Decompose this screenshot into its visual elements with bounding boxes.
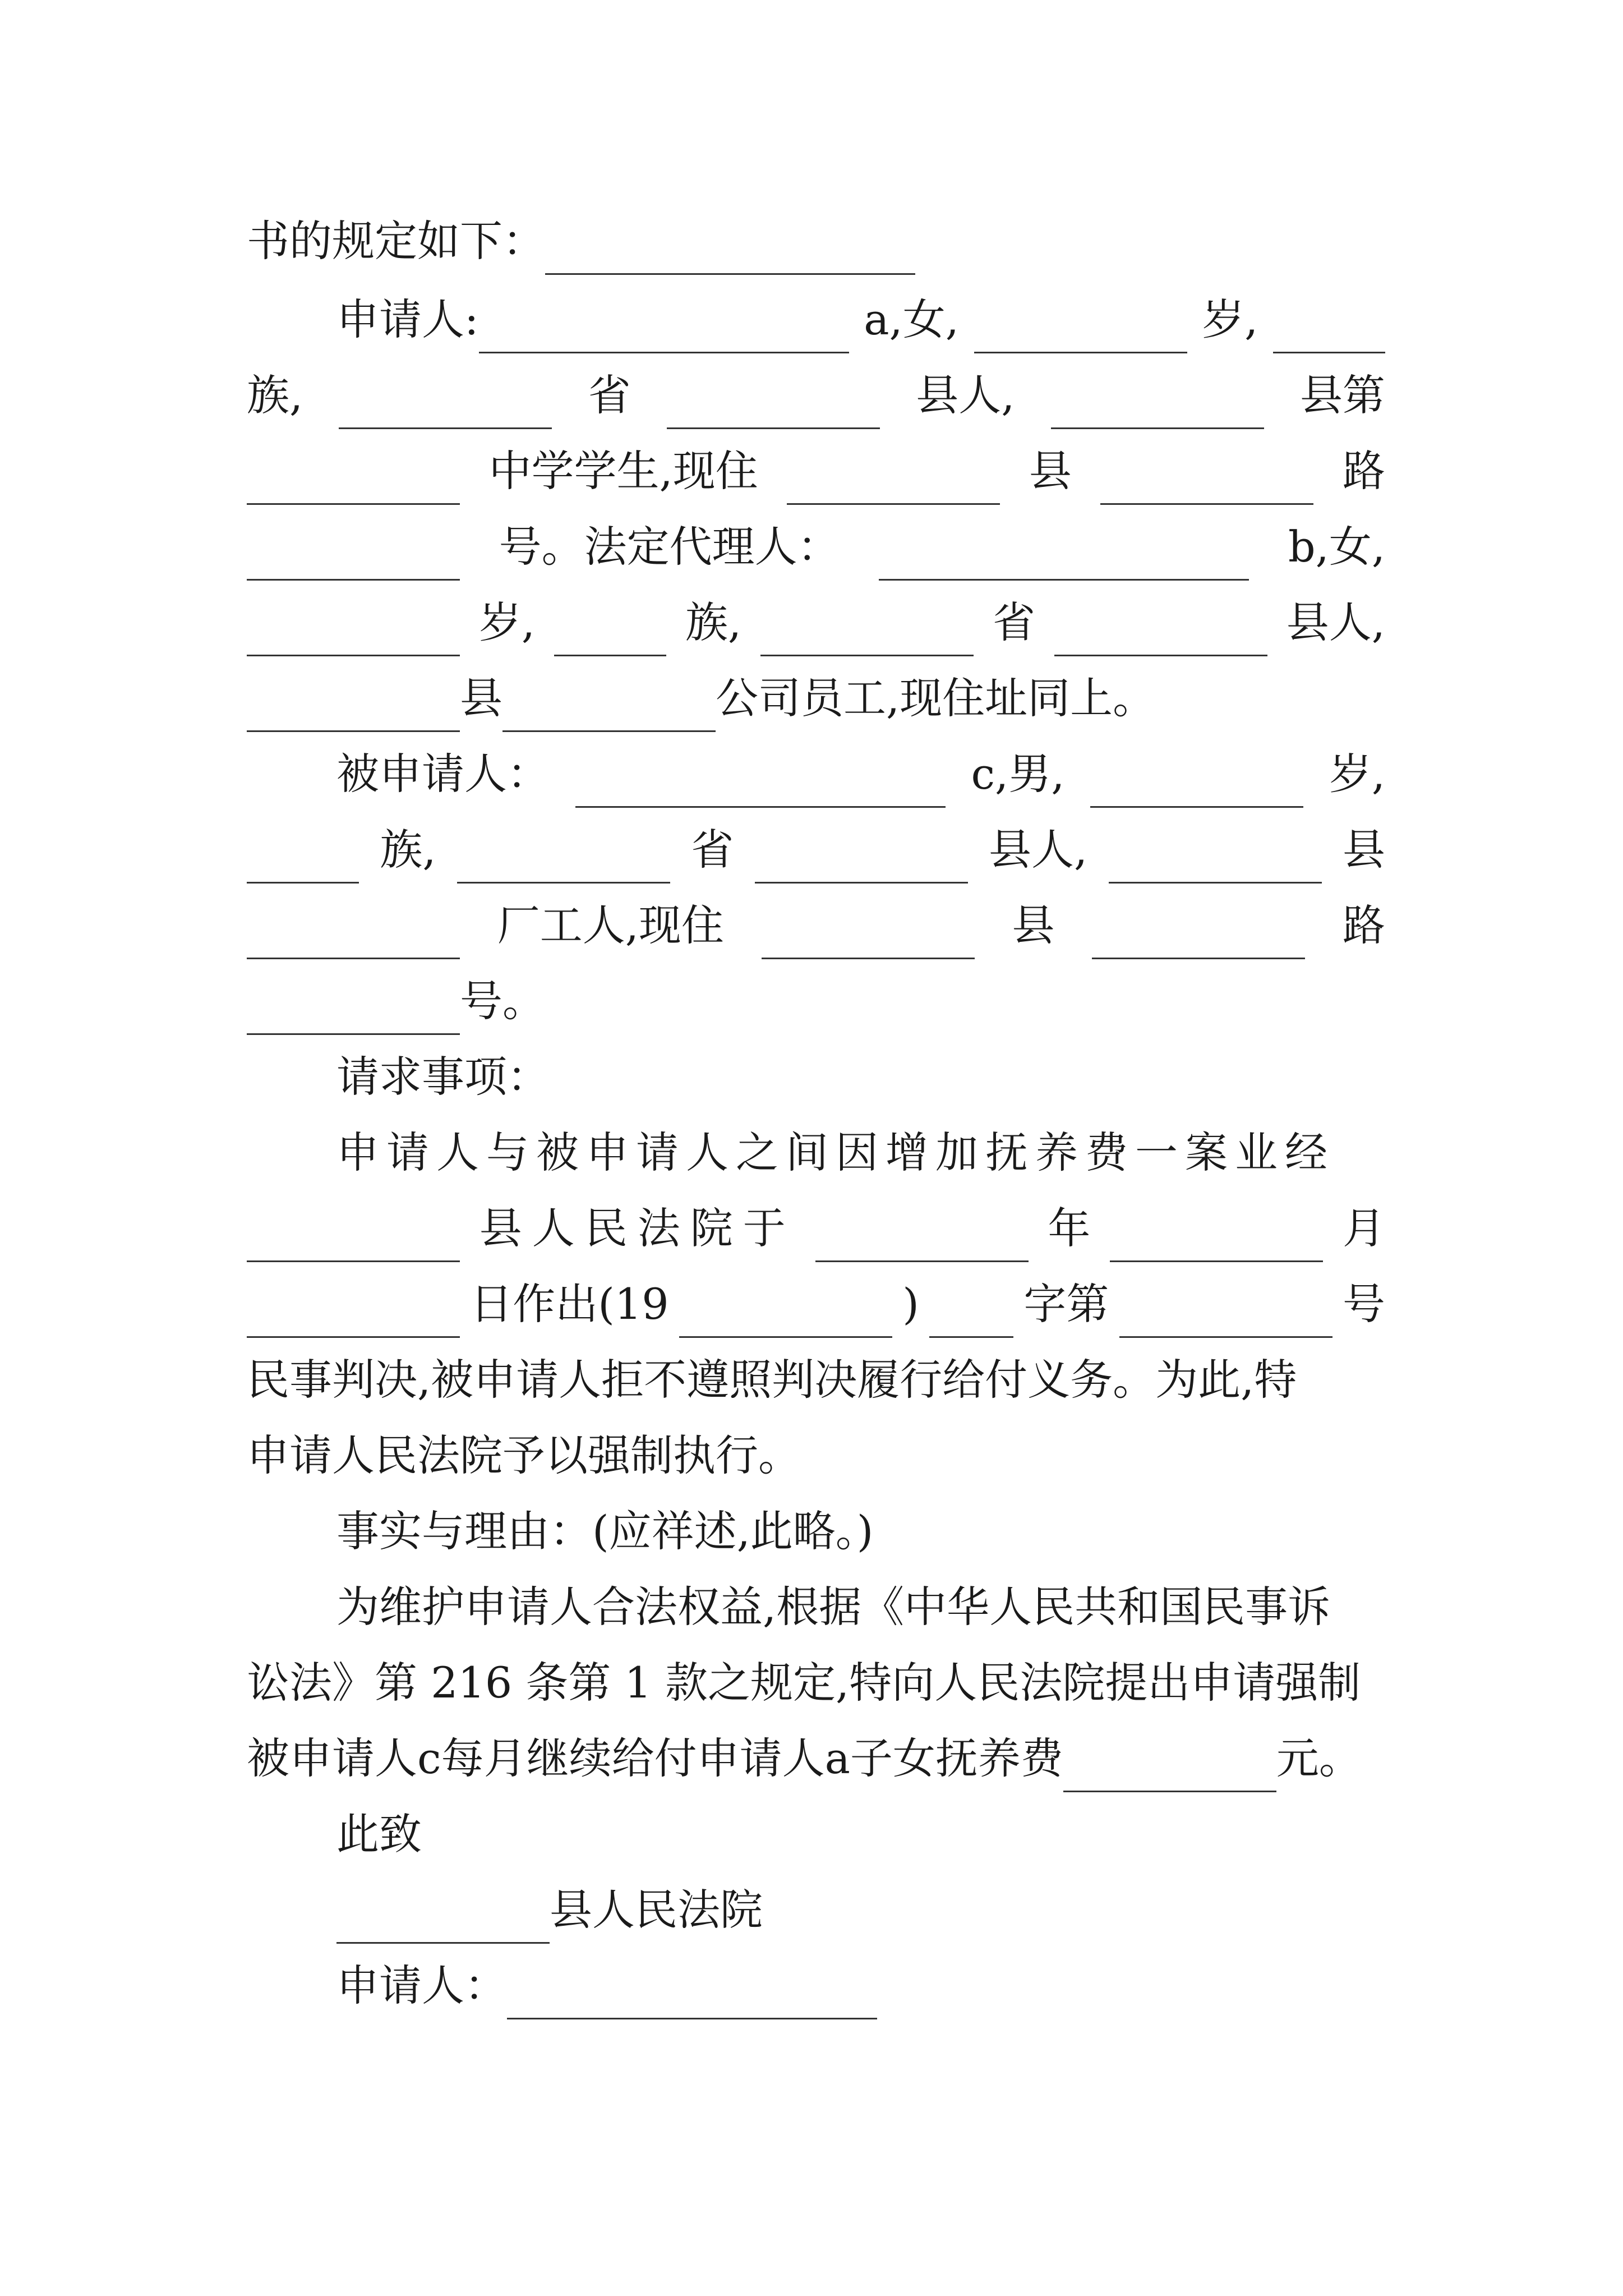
doc-line-20 [247, 1649, 1385, 1717]
text: 省 [588, 370, 631, 420]
text: 书的规定如下： [247, 216, 545, 266]
doc-line-4 [247, 438, 1385, 505]
blank-field[interactable] [815, 1221, 1029, 1262]
blank-field[interactable] [929, 1297, 1013, 1338]
blank-field[interactable] [667, 388, 880, 429]
doc-line-23 [336, 1876, 1385, 1944]
doc-line-11 [247, 968, 1385, 1035]
blank-field[interactable] [879, 540, 1249, 581]
doc-line-5 [247, 513, 1385, 581]
text: b,女, [1288, 522, 1385, 572]
text: 县人, [1286, 597, 1385, 647]
doc-line-7 [247, 665, 1385, 732]
blank-field[interactable] [1051, 388, 1264, 429]
blank-field[interactable] [762, 918, 975, 959]
doc-line-15 [247, 1271, 1385, 1338]
text: 族, [380, 825, 436, 875]
blank-field[interactable] [1109, 843, 1322, 884]
text: 被申请人c每月继续给付申请人a子女抚养费 [247, 1733, 1063, 1783]
text: 为维护申请人合法权益,根据《中华人民共和国民事诉 [336, 1582, 1331, 1632]
blank-field[interactable] [247, 540, 460, 581]
text: 县第 [1299, 370, 1385, 420]
doc-line-21 [247, 1725, 1385, 1792]
blank-field[interactable] [1273, 312, 1385, 353]
text: 岁, [1202, 295, 1258, 344]
blank-field[interactable] [247, 1297, 460, 1338]
text: 岁, [1329, 749, 1385, 799]
doc-line-18 [336, 1498, 1385, 1565]
doc-line-16 [247, 1346, 1385, 1414]
text: 族, [247, 370, 303, 420]
text: 民事判决,被申请人拒不遵照判决履行给付义务。为此,特 [247, 1355, 1297, 1405]
blank-field[interactable] [554, 615, 666, 656]
text: 被申请人： [336, 749, 550, 799]
blank-field[interactable] [502, 691, 716, 732]
blank-field[interactable] [545, 234, 915, 275]
doc-line-3 [247, 362, 1385, 429]
text: 申请人民法院予以强制执行。 [247, 1430, 801, 1480]
text: 申请人: [336, 295, 479, 344]
blank-field[interactable] [247, 1221, 460, 1262]
blank-field[interactable] [1110, 1221, 1323, 1262]
text: 县人民法院于 [479, 1203, 796, 1253]
text: 路 [1342, 446, 1385, 496]
blank-field[interactable] [1100, 464, 1313, 505]
text: 号。法定代理人： [499, 522, 840, 572]
doc-line-19 [336, 1573, 1385, 1641]
text: 省 [691, 825, 734, 875]
text: 号 [1342, 1279, 1385, 1329]
blank-field[interactable] [1090, 767, 1303, 808]
text: 岁, [478, 597, 536, 647]
blank-field[interactable] [760, 615, 974, 656]
blank-field[interactable] [507, 1978, 877, 2019]
text: 日作出(19 [470, 1279, 669, 1329]
blank-field[interactable] [1092, 918, 1305, 959]
text: 厂工人,现住 [497, 900, 724, 950]
doc-line-22 [336, 1801, 1385, 1868]
text: 号。 [460, 976, 545, 1026]
blank-field[interactable] [247, 994, 460, 1035]
blank-field[interactable] [339, 388, 552, 429]
doc-line-13 [336, 1119, 1385, 1186]
text: a,女, [864, 295, 959, 344]
blank-field[interactable] [247, 464, 460, 505]
text: 县 [1342, 825, 1385, 875]
section-heading: 事实与理由：(应祥述,此略。) [336, 1506, 874, 1556]
doc-line-9 [247, 816, 1385, 884]
section-heading: 请求事项： [336, 1052, 550, 1102]
blank-field[interactable] [336, 1903, 550, 1944]
doc-line-1 [247, 208, 1385, 275]
text: ) [902, 1279, 919, 1329]
blank-field[interactable] [974, 312, 1187, 353]
doc-line-10 [247, 892, 1385, 959]
text: 县 [1029, 446, 1072, 496]
blank-field[interactable] [1119, 1297, 1332, 1338]
text: c,男, [971, 749, 1065, 799]
text: 县 [1012, 900, 1055, 950]
signature-label: 申请人： [336, 1961, 507, 2010]
text: 省 [992, 597, 1035, 647]
blank-field[interactable] [679, 1297, 892, 1338]
blank-field[interactable] [755, 843, 968, 884]
text: 县 [460, 673, 502, 723]
text: 元。 [1276, 1733, 1362, 1783]
text: 月 [1342, 1203, 1385, 1253]
blank-field[interactable] [247, 843, 359, 884]
text: 中学学生,现住 [488, 446, 758, 496]
blank-field[interactable] [479, 312, 849, 353]
doc-line-2 [336, 286, 1385, 353]
blank-field[interactable] [247, 615, 460, 656]
blank-field[interactable] [1063, 1751, 1276, 1792]
doc-line-14 [247, 1195, 1385, 1262]
doc-line-6 [247, 589, 1385, 656]
salutation: 此致 [336, 1809, 422, 1859]
text: 县人, [989, 825, 1088, 875]
addressee: 县人民法院 [550, 1885, 763, 1935]
doc-line-12 [336, 1043, 1385, 1111]
text: 年 [1048, 1203, 1091, 1253]
doc-line-8 [336, 740, 1385, 808]
text: 县人, [916, 370, 1015, 420]
blank-field[interactable] [575, 767, 946, 808]
text: 申请人与被申请人之间因增加抚养费一案业经 [336, 1128, 1335, 1177]
blank-field[interactable] [787, 464, 1000, 505]
text: 字第 [1023, 1279, 1109, 1329]
doc-line-24 [336, 1952, 1385, 2019]
blank-field[interactable] [1054, 615, 1267, 656]
text: 讼法》第 216 条第 1 款之规定,特向人民法院提出申请强制 [247, 1658, 1361, 1708]
text: 族, [685, 597, 742, 647]
doc-line-17 [247, 1422, 1385, 1489]
blank-field[interactable] [457, 843, 670, 884]
blank-field[interactable] [247, 691, 460, 732]
text: 公司员工,现住址同上。 [716, 673, 1156, 723]
text: 路 [1343, 900, 1385, 950]
blank-field[interactable] [247, 918, 460, 959]
